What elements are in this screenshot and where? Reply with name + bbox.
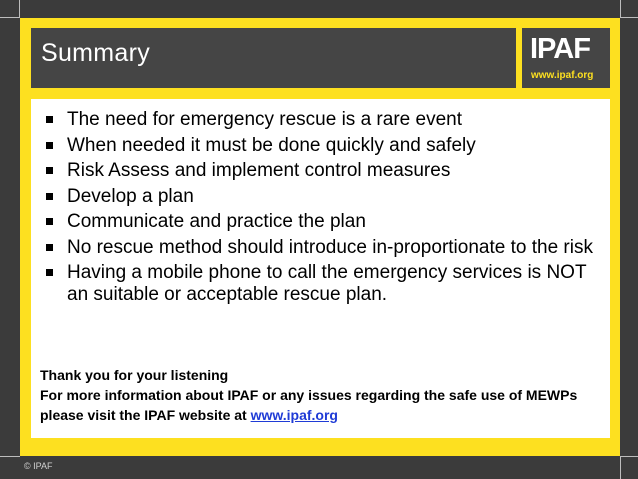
bullet-square-icon <box>46 244 53 251</box>
ipaf-website-link[interactable]: www.ipaf.org <box>250 407 338 423</box>
thank-you-line: Thank you for your listening <box>40 367 229 383</box>
list-item: No rescue method should introduce in-proportionate to the risk <box>44 237 604 259</box>
list-item: Develop a plan <box>44 186 604 208</box>
closing-text <box>40 365 610 425</box>
logo-url: www.ipaf.org <box>531 70 594 81</box>
bullet-square-icon <box>46 116 53 123</box>
list-item: Having a mobile phone to call the emergency services is NOT an suitable or acceptable rescue plan. <box>44 262 604 306</box>
crop-mark <box>620 456 638 457</box>
bullet-list <box>44 109 604 310</box>
bullet-square-icon <box>46 167 53 174</box>
list-item: The need for emergency rescue is a rare event <box>44 109 604 131</box>
crop-mark <box>19 0 20 17</box>
crop-mark <box>620 17 638 18</box>
bullet-square-icon <box>46 218 53 225</box>
list-item: Risk Assess and implement control measures <box>44 160 604 182</box>
list-item: When needed it must be done quickly and safely <box>44 135 604 157</box>
crop-mark <box>620 457 621 479</box>
ipaf-logo: IPAF <box>530 33 590 65</box>
bullet-square-icon <box>46 142 53 149</box>
copyright: © IPAF <box>24 461 53 471</box>
more-info-text: For more information about IPAF or any issues regarding the safe use of MEWPs please visit the IPAF website at <box>40 387 578 423</box>
crop-mark <box>0 456 20 457</box>
bullet-square-icon <box>46 193 53 200</box>
page-title: Summary <box>41 39 151 67</box>
crop-mark <box>620 0 621 17</box>
crop-mark <box>0 17 20 18</box>
list-item: Communicate and practice the plan <box>44 211 604 233</box>
bullet-square-icon <box>46 269 53 276</box>
